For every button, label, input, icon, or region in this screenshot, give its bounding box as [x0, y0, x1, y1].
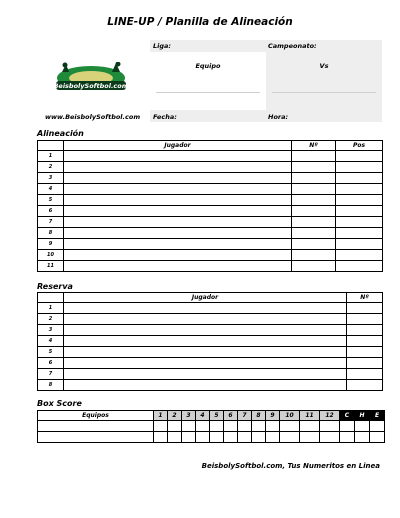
- score-cell[interactable]: [182, 432, 196, 443]
- numero-cell[interactable]: [347, 369, 383, 380]
- score-cell[interactable]: [340, 432, 355, 443]
- numero-cell[interactable]: [292, 261, 336, 272]
- lineup-row: [38, 239, 383, 250]
- numero-cell[interactable]: [292, 228, 336, 239]
- numero-cell[interactable]: [347, 347, 383, 358]
- column-header-jugador: Jugador: [64, 293, 347, 303]
- pos-cell[interactable]: [336, 195, 383, 206]
- jugador-cell[interactable]: [64, 162, 292, 173]
- total-header: E: [370, 411, 385, 421]
- score-cell[interactable]: [196, 432, 210, 443]
- score-cell[interactable]: [370, 432, 385, 443]
- pos-cell[interactable]: [336, 261, 383, 272]
- website-label: www.BeisbolySoftbol.com: [45, 113, 141, 121]
- pos-cell[interactable]: [336, 228, 383, 239]
- jugador-cell[interactable]: [64, 369, 347, 380]
- jugador-cell[interactable]: [64, 173, 292, 184]
- reserve-row: [38, 336, 383, 347]
- score-cell[interactable]: [168, 432, 182, 443]
- inning-header: 3: [182, 411, 196, 421]
- jugador-cell[interactable]: [64, 347, 347, 358]
- row-number: 10: [38, 250, 64, 261]
- reserve-row: [38, 314, 383, 325]
- pos-cell[interactable]: [336, 184, 383, 195]
- reserva-corner-cell: [38, 293, 64, 303]
- inning-header: 4: [196, 411, 210, 421]
- score-cell[interactable]: [266, 421, 280, 432]
- jugador-cell[interactable]: [64, 206, 292, 217]
- column-header-jugador: Jugador: [64, 141, 292, 151]
- score-cell[interactable]: [154, 432, 168, 443]
- row-number: 1: [38, 151, 64, 162]
- jugador-cell[interactable]: [64, 336, 347, 347]
- inning-header: 2: [168, 411, 182, 421]
- reserve-row: [38, 303, 383, 314]
- row-number: 5: [38, 195, 64, 206]
- numero-cell[interactable]: [347, 336, 383, 347]
- numero-cell[interactable]: [347, 358, 383, 369]
- row-number: 1: [38, 303, 64, 314]
- numero-cell[interactable]: [292, 162, 336, 173]
- reserve-row: [38, 325, 383, 336]
- lineup-row: [38, 250, 383, 261]
- score-cell[interactable]: [238, 432, 252, 443]
- reserve-row: [38, 347, 383, 358]
- alineacion-corner-cell: [38, 141, 64, 151]
- inning-header: 12: [320, 411, 340, 421]
- column-header-numero: Nº: [292, 141, 336, 151]
- score-cell[interactable]: [355, 421, 370, 432]
- numero-cell[interactable]: [347, 314, 383, 325]
- score-cell[interactable]: [224, 421, 238, 432]
- jugador-cell[interactable]: [64, 314, 347, 325]
- hora-label: Hora:: [268, 113, 289, 121]
- jugador-cell[interactable]: [64, 261, 292, 272]
- pos-cell[interactable]: [336, 217, 383, 228]
- row-number: 6: [38, 206, 64, 217]
- numero-cell[interactable]: [292, 151, 336, 162]
- score-cell[interactable]: [320, 421, 340, 432]
- numero-cell[interactable]: [292, 250, 336, 261]
- box-score-table: [37, 410, 385, 443]
- row-number: 4: [38, 336, 64, 347]
- pos-cell[interactable]: [336, 162, 383, 173]
- score-cell[interactable]: [154, 421, 168, 432]
- reserva-table: [37, 292, 383, 391]
- numero-cell[interactable]: [292, 206, 336, 217]
- logo: [52, 62, 130, 96]
- inning-header: 11: [300, 411, 320, 421]
- lineup-row: [38, 195, 383, 206]
- score-cell[interactable]: [168, 421, 182, 432]
- pos-cell[interactable]: [336, 151, 383, 162]
- inning-header: 10: [280, 411, 300, 421]
- jugador-cell[interactable]: [64, 325, 347, 336]
- score-cell[interactable]: [252, 421, 266, 432]
- row-number: 5: [38, 347, 64, 358]
- row-number: 7: [38, 217, 64, 228]
- vs-label: Vs: [319, 62, 329, 70]
- lineup-row: [38, 228, 383, 239]
- lineup-row: [38, 151, 383, 162]
- column-header-numero: Nº: [347, 293, 383, 303]
- reserve-row: [38, 369, 383, 380]
- score-cell[interactable]: [280, 432, 300, 443]
- lineup-row: [38, 217, 383, 228]
- score-cell[interactable]: [252, 432, 266, 443]
- team-score-row: [38, 421, 385, 432]
- jugador-cell[interactable]: [64, 228, 292, 239]
- rival-team-box[interactable]: [266, 52, 382, 110]
- total-header: H: [355, 411, 370, 421]
- row-number: 7: [38, 369, 64, 380]
- score-cell[interactable]: [320, 432, 340, 443]
- pos-cell[interactable]: [336, 250, 383, 261]
- jugador-cell[interactable]: [64, 151, 292, 162]
- score-cell[interactable]: [196, 421, 210, 432]
- row-number: 3: [38, 173, 64, 184]
- row-number: 2: [38, 162, 64, 173]
- score-cell[interactable]: [300, 432, 320, 443]
- page-title: LINE-UP / Planilla de Alineación: [107, 16, 293, 28]
- score-cell[interactable]: [340, 421, 355, 432]
- jugador-cell[interactable]: [64, 239, 292, 250]
- team-name-cell[interactable]: [38, 421, 154, 432]
- footer-text: BeisbolySoftbol.com, Tus Numeritos en Linea: [201, 462, 380, 470]
- column-header-equipos: Equipos: [38, 411, 154, 421]
- inning-header: 9: [266, 411, 280, 421]
- jugador-cell[interactable]: [64, 195, 292, 206]
- row-number: 9: [38, 239, 64, 250]
- team-score-row: [38, 432, 385, 443]
- reserve-row: [38, 380, 383, 391]
- jugador-cell[interactable]: [64, 217, 292, 228]
- row-number: 8: [38, 228, 64, 239]
- inning-header: 7: [238, 411, 252, 421]
- jugador-cell[interactable]: [64, 184, 292, 195]
- score-cell[interactable]: [300, 421, 320, 432]
- column-header-pos: Pos: [336, 141, 383, 151]
- numero-cell[interactable]: [292, 239, 336, 250]
- score-cell[interactable]: [355, 432, 370, 443]
- numero-cell[interactable]: [347, 380, 383, 391]
- score-cell[interactable]: [224, 432, 238, 443]
- pos-cell[interactable]: [336, 239, 383, 250]
- inning-header: 5: [210, 411, 224, 421]
- row-number: 2: [38, 314, 64, 325]
- jugador-cell[interactable]: [64, 250, 292, 261]
- lineup-row: [38, 173, 383, 184]
- numero-cell[interactable]: [292, 217, 336, 228]
- alineacion-heading: Alineación: [37, 129, 84, 138]
- row-number: 6: [38, 358, 64, 369]
- inning-header: 1: [154, 411, 168, 421]
- lineup-row: [38, 206, 383, 217]
- lineup-row: [38, 261, 383, 272]
- campeonato-label: Campeonato:: [268, 42, 317, 50]
- score-cell[interactable]: [280, 421, 300, 432]
- pos-cell[interactable]: [336, 173, 383, 184]
- liga-label: Liga:: [153, 42, 172, 50]
- score-cell[interactable]: [238, 421, 252, 432]
- reserve-row: [38, 358, 383, 369]
- box-score-heading: Box Score: [37, 399, 82, 408]
- reserva-heading: Reserva: [37, 282, 73, 291]
- score-cell[interactable]: [210, 421, 224, 432]
- score-cell[interactable]: [182, 421, 196, 432]
- jugador-cell[interactable]: [64, 358, 347, 369]
- row-number: 11: [38, 261, 64, 272]
- team-name-cell[interactable]: [38, 432, 154, 443]
- row-number: 4: [38, 184, 64, 195]
- score-cell[interactable]: [210, 432, 224, 443]
- logo-text: BeisbolySoftbol.com: [53, 82, 129, 90]
- alineacion-table: [37, 140, 383, 272]
- total-header: C: [340, 411, 355, 421]
- jugador-cell[interactable]: [64, 303, 347, 314]
- numero-cell[interactable]: [347, 303, 383, 314]
- score-cell[interactable]: [266, 432, 280, 443]
- score-cell[interactable]: [370, 421, 385, 432]
- fecha-label: Fecha:: [153, 113, 177, 121]
- equipo-line: [156, 92, 260, 93]
- row-number: 8: [38, 380, 64, 391]
- numero-cell[interactable]: [292, 184, 336, 195]
- jugador-cell[interactable]: [64, 380, 347, 391]
- inning-header: 8: [252, 411, 266, 421]
- rival-line: [272, 92, 376, 93]
- numero-cell[interactable]: [347, 325, 383, 336]
- equipo-label: Equipo: [195, 62, 221, 70]
- numero-cell[interactable]: [292, 195, 336, 206]
- inning-header: 6: [224, 411, 238, 421]
- lineup-row: [38, 184, 383, 195]
- row-number: 3: [38, 325, 64, 336]
- lineup-row: [38, 162, 383, 173]
- pos-cell[interactable]: [336, 206, 383, 217]
- numero-cell[interactable]: [292, 173, 336, 184]
